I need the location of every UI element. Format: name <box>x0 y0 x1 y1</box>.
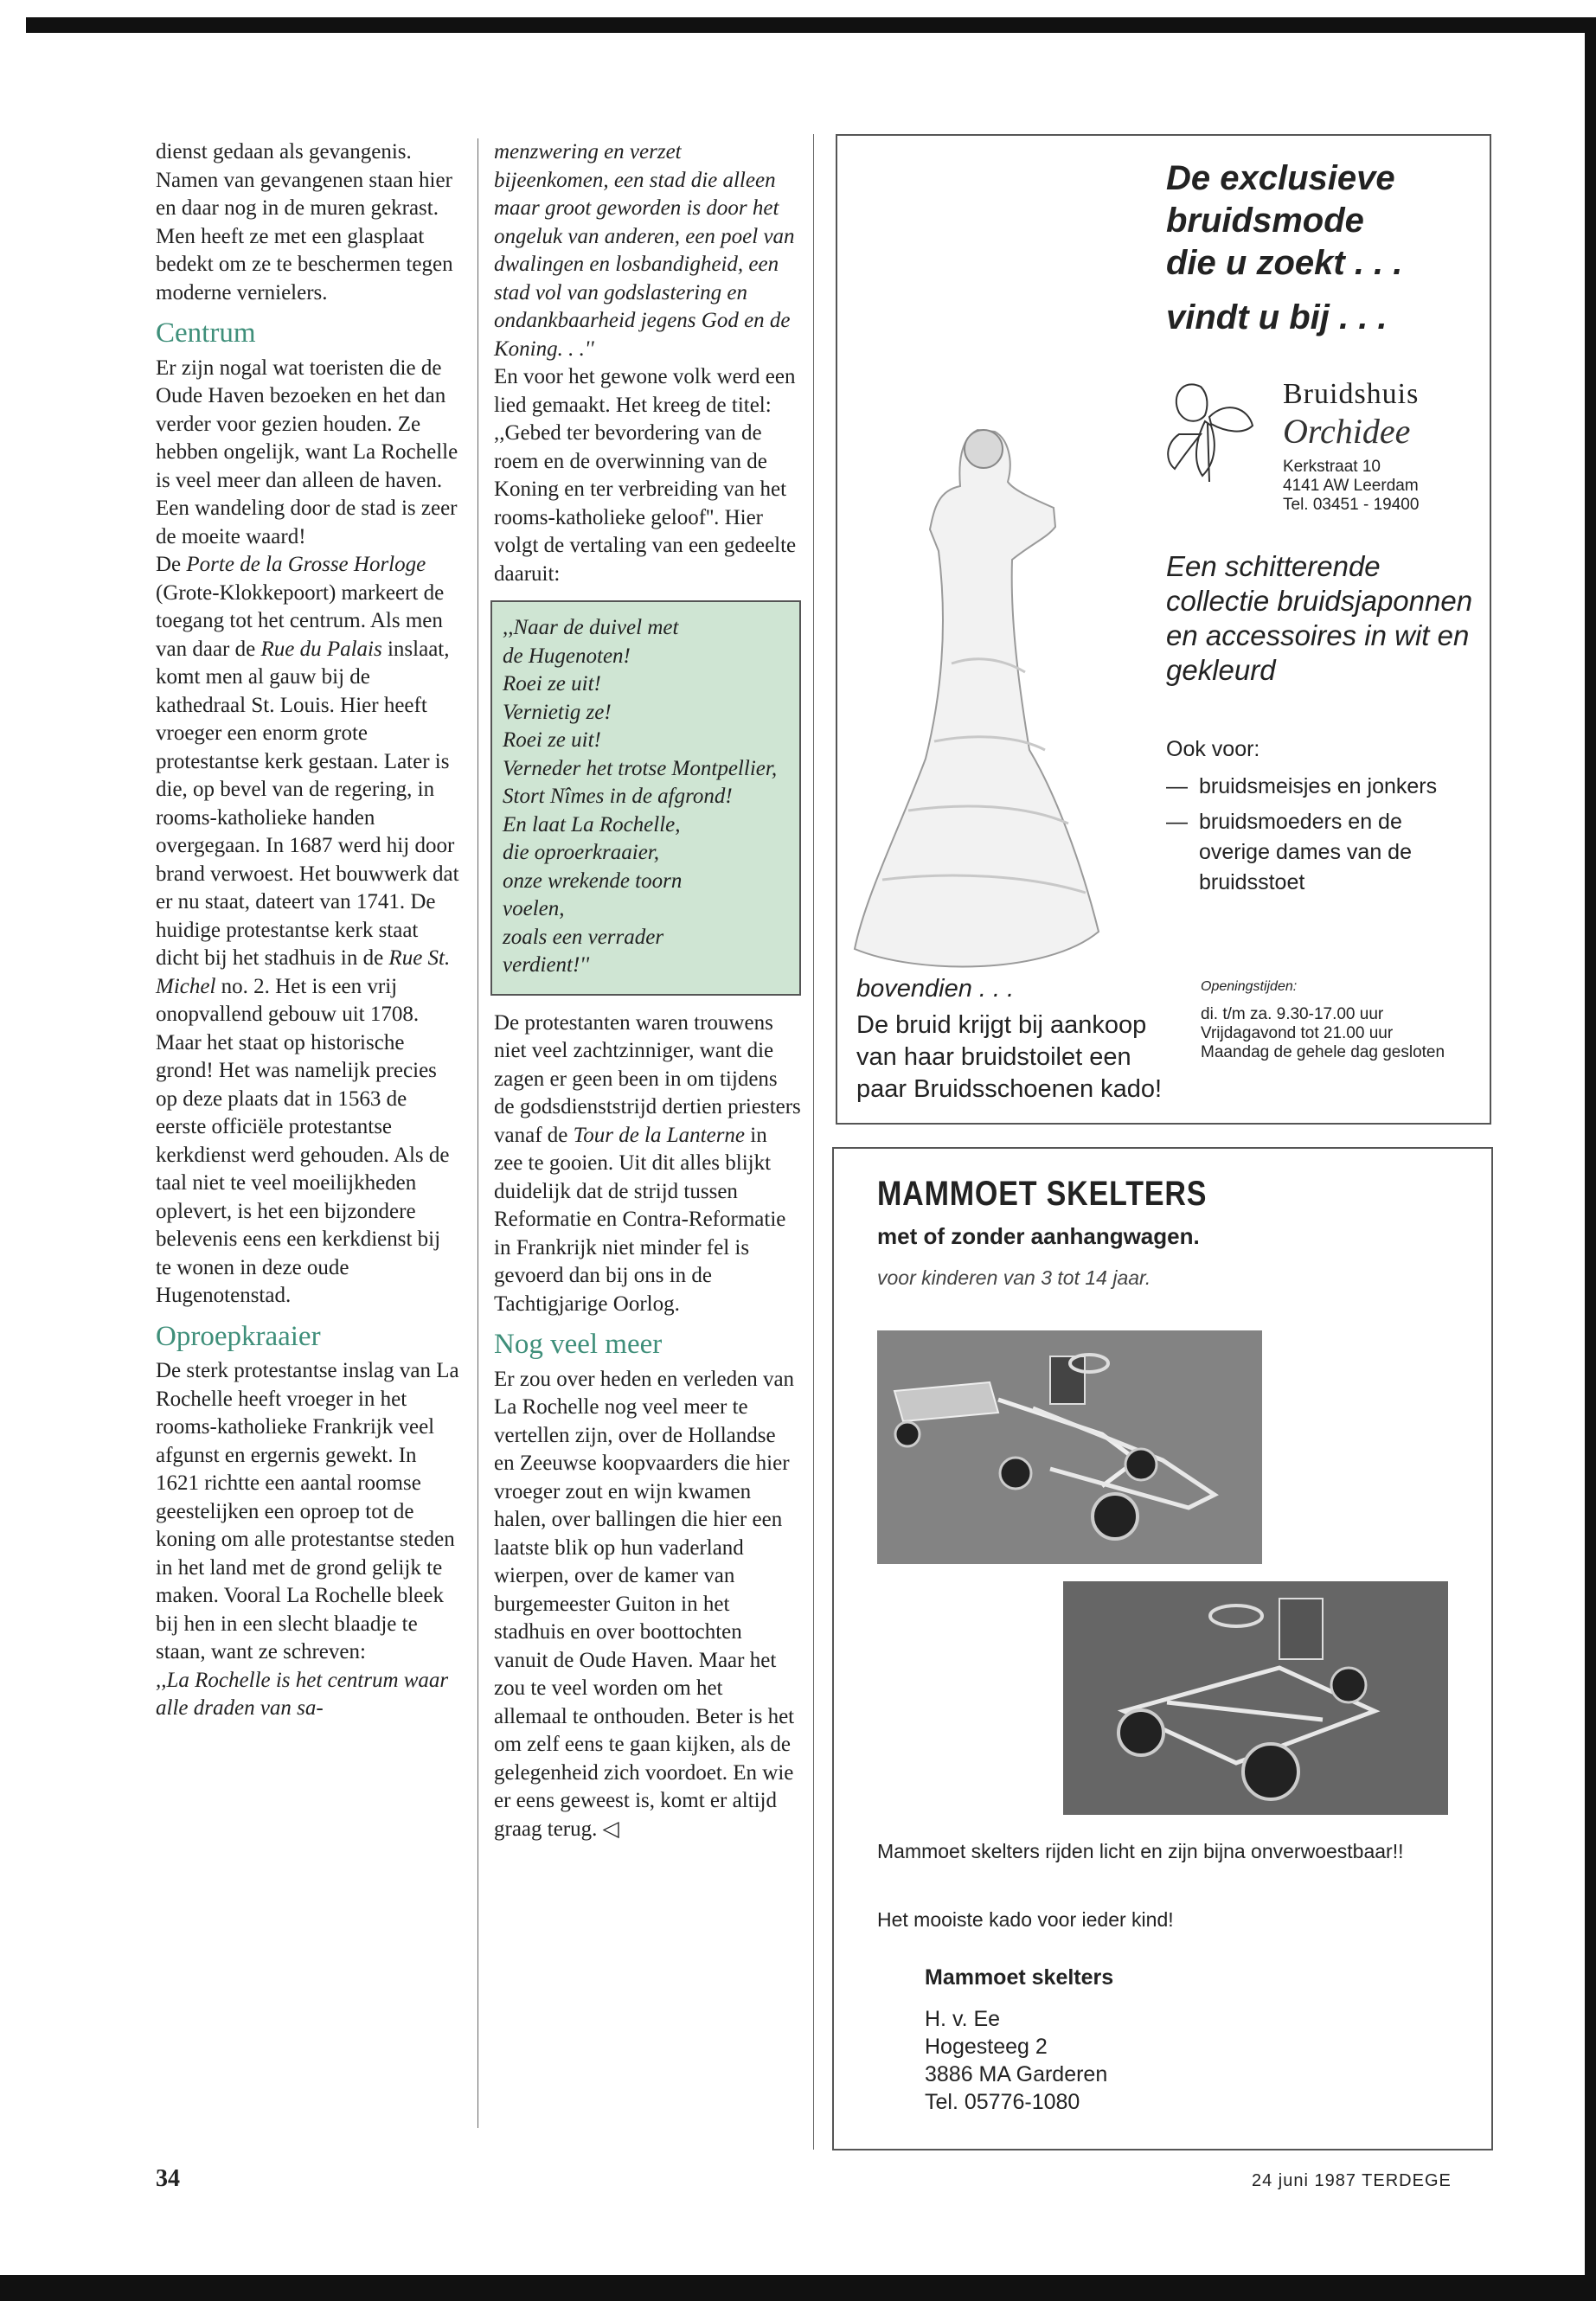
article-paragraph: De protestanten waren trouwens niet veel zachtzinniger, want die zagen er geen been in om tijdens de godsdienststrijd dertien priesters vanaf de Tour de la Lanterne in zee te gooien. Uit dit alles blijkt duidelijk dat de strijd tussen Reformatie en Contra-Reformatie in Frankrijk niet minder fel is gevoerd dan bij ons in de Tachtigjarige Oorlog. <box>494 1010 801 1316</box>
article-paragraph: De Porte de la Grosse Horloge (Grote-Klokkepoort) markeert de toegang tot het centrum. Als men van daar de Rue du Palais inslaat, komt men al gauw bij de kathedraal St. Louis. Hier heeft vroeger een enorm grote protestantse kerk gestaan. Later is die, op bevel van de regering, in rooms-katholieke handen overgegaan. In 1687 werd hij door brand verwoest. Het bouwwerk dat er nu staat, dateert van 1741. De huidige protestantse kerk staat dicht bij het stadhuis in de Rue St. Michel no. 2. Het is een vrij onopvallend gebouw uit 1708. Maar het staat op historische grond! Het was namelijk precies op deze plaats dat in 1563 de eerste officiële protestantse kerkdienst werd gehouden. Als de taal niet te veel moeilijkheden oplevert, is het een bijzondere belevenis eens een kerkdienst bij te wonen in deze oude Hugenotenstad. <box>156 553 459 1307</box>
shop-address: Kerkstraat 10 4141 AW Leerdam Tel. 03451 - 19400 <box>1283 458 1420 514</box>
page-frame-right <box>1585 17 1596 2301</box>
column-divider <box>813 134 814 2150</box>
poem-text: ,,Naar de duivel met de Hugenoten! Roei ze uit! Vernietig ze! Roei ze uit! Verneder het trotse Montpellier, Stort Nîmes in de afgrond! En laat La Rochelle, die oproerkraaier, onze wrekende toorn voelen, zoals een verrader verdient!'' <box>503 616 778 977</box>
go-kart-photo <box>1063 1581 1448 1815</box>
article-column-1 <box>156 138 460 1723</box>
opening-hours: di. t/m za. 9.30-17.00 uur Vrijdagavond tot 21.00 uur Maandag de gehele dag gesloten <box>1201 1005 1445 1061</box>
bovendien-label: bovendien . . . <box>856 975 1015 1003</box>
section-heading-nog-veel-meer: Nog veel meer <box>494 1329 663 1360</box>
kart-firm-address: H. v. Ee Hogesteeg 2 3886 MA Garderen Tel. 05776-1080 <box>925 2007 1108 2114</box>
issue-footer: 24 juni 1987 TERDEGE <box>1252 2171 1452 2190</box>
shop-name: Bruidshuis <box>1283 378 1420 410</box>
article-paragraph: Er zijn nogal wat toeristen die de Oude Haven bezoeken en het dan verder voor gezien houden. Ze hebben ongelijk, want La Rochelle is veel meer dan alleen de haven. Een wandeling door de stad is zeer de moeite waard! <box>156 356 458 548</box>
kart-ad-slogan: Het mooiste kado voor ieder kind! <box>877 1908 1174 1931</box>
go-kart-with-trailer-photo <box>877 1330 1262 1564</box>
opening-hours-label: Openingstijden: <box>1201 979 1298 994</box>
article-paragraph: dienst gedaan als gevangenis. Namen van gevangenen staan hier en daar nog in de muren gekrast. Men heeft ze met een glasplaat bedekt om ze te beschermen tegen moderne vernielers. <box>156 140 453 304</box>
ook-voor-label: Ook voor: <box>1166 737 1260 761</box>
page-frame-top <box>26 17 1596 33</box>
article-column-2 <box>494 138 801 1843</box>
orchid-logo-icon <box>1157 374 1261 486</box>
article-paragraph: Er zou over heden en verleden van La Rochelle nog veel meer te vertellen zijn, over de Hollandse en Zeeuwse koopvaarders die hier vroeger zout en wijn kwamen halen, over ballingen die hier een laatste blik op hun vaderland wierpen, over de kamer van burgemeester Guiton in het stadhuis en over boottochten vanuit de Oude Haven. Maar het zou te veel worden om het allemaal te onthouden. Beter is het om zelf eens te gaan kijken, als de gelegenheid zich voordoet. En wie er eens geweest is, komt er altijd graag terug. ◁ <box>494 1367 795 1841</box>
collection-text: Een schitterende collectie bruidsjaponnen en accessoires in wit en gekleurd <box>1166 550 1473 686</box>
shop-name-script: Orchidee <box>1283 412 1411 451</box>
kart-firm-name: Mammoet skelters <box>925 1965 1114 1990</box>
page-number: 34 <box>156 2165 180 2192</box>
page-frame-bottom <box>0 2275 1596 2301</box>
list-item: — bruidsmoeders en de overige dames van de bruidsstoet <box>1166 807 1477 898</box>
kart-ad-title: MAMMOET SKELTERS <box>877 1175 1208 1213</box>
article-paragraph: De sterk protestantse inslag van La Rochelle heeft vroeger in het rooms-katholieke Frankrijk veel afgunst en ergernis gewekt. In 1621 richtte een aantal roomse geestelijken een oproep tot de koning om alle protestantse steden in het land met de grond gelijk te maken. Vooral La Rochelle bleek bij hen in een slecht blaadje te staan, want ze schreven: <box>156 1359 459 1663</box>
bridal-ad-headline: De exclusieve bruidsmode die u zoekt . . . vindt u bij . . . <box>1166 159 1403 336</box>
kart-ad-age-line: voor kinderen van 3 tot 14 jaar. <box>877 1266 1151 1289</box>
article-paragraph: En voor het gewone volk werd een lied gemaakt. Het kreeg de titel: ,,Gebed ter bevordering van de roem en de overwinning van de Koning en ter verbreiding van het rooms-katholieke geloof''. Hier volgt de vertaling van een gedeelte daaruit: <box>494 365 797 586</box>
bridal-advertisement <box>836 134 1491 1125</box>
kart-advertisement <box>832 1147 1493 2150</box>
section-heading-oproepkraaier: Oproepkraaier <box>156 1320 321 1352</box>
end-mark-icon: ◁ <box>602 1817 619 1841</box>
bride-photo <box>848 378 1107 984</box>
quote-paragraph: ,,La Rochelle is het centrum waar alle draden van sa- <box>156 1668 449 1720</box>
poem-box <box>490 600 801 996</box>
kart-ad-text: Mammoet skelters rijden licht en zijn bijna onverwoestbaar!! <box>877 1840 1404 1862</box>
kart-ad-subtitle: met of zonder aanhangwagen. <box>877 1223 1200 1249</box>
quote-paragraph: menzwering en verzet bijeenkomen, een stad die alleen maar groot geworden is door het ongeluk van anderen, een poel van dwalingen en losbandigheid, een stad vol van godslastering en ondankbaarheid jegens God en de Koning. . .'' <box>494 140 795 361</box>
ook-voor-list <box>1166 772 1477 903</box>
section-heading-centrum: Centrum <box>156 317 256 349</box>
bonus-text: De bruid krijgt bij aankoop van haar bruidstoilet een paar Bruidsschoenen kado! <box>856 1011 1163 1103</box>
list-item: — bruidsmeisjes en jonkers <box>1166 772 1477 802</box>
